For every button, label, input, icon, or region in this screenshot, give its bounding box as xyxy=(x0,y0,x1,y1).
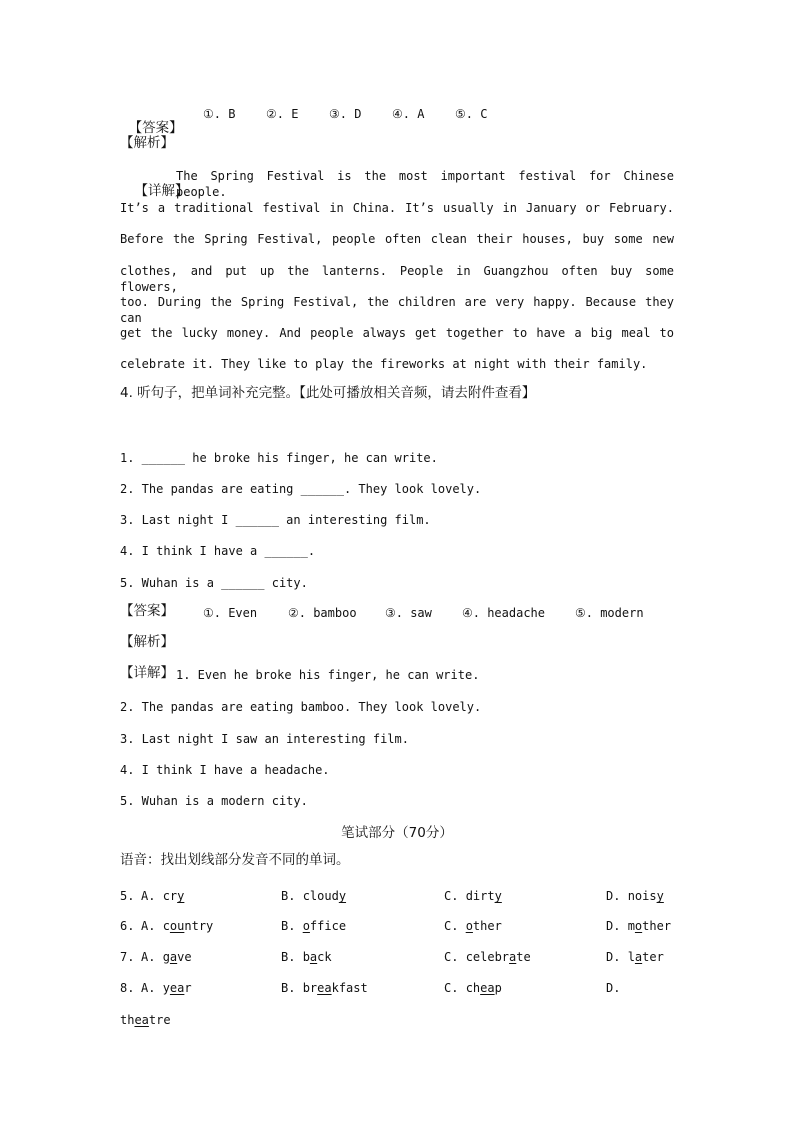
answer-1-2: ②. E xyxy=(266,107,299,121)
phonics-row-number: 6. xyxy=(120,919,135,933)
phonics-option: D. mother xyxy=(606,919,672,933)
phonics-option: A. gave xyxy=(141,950,192,964)
phonics-option: C. cheap xyxy=(444,981,502,995)
passage-line-4: clothes, and put up the lanterns. People in Guangzhou often buy some flowers, xyxy=(120,264,674,294)
question-2: 2. The pandas are eating ______. They look lovely. xyxy=(120,482,482,496)
answer-2-3: ③. saw xyxy=(385,606,432,620)
phonics-option: C. dirty xyxy=(444,889,502,903)
phonics-option: C. celebrate xyxy=(444,950,531,964)
phonics-row-number: 7. xyxy=(120,950,135,964)
phonics-option: A. year xyxy=(141,981,192,995)
phonics-option: A. country xyxy=(141,919,214,933)
analysis-tag-2: 【解析】 xyxy=(120,634,174,650)
passage-line-2: It’s a traditional festival in China. It’s usually in January or February. xyxy=(120,201,674,215)
answer-1-3: ③. D xyxy=(329,107,362,121)
instruction: 语音：找出划线部分发音不同的单词。 xyxy=(120,852,350,868)
overflow-word: theatre xyxy=(120,1013,171,1027)
detail-tag-2: 【详解】 xyxy=(120,665,174,681)
passage-line-3: Before the Spring Festival, people often clean their houses, buy some new xyxy=(120,232,674,246)
answer-2-4: ④. headache xyxy=(462,606,546,620)
analysis-tag-1: 【解析】 xyxy=(120,135,174,151)
solution-1: 1. Even he broke his finger, he can write. xyxy=(176,668,480,682)
phonics-option: D. xyxy=(606,981,628,995)
question-heading: 4. 听句子，把单词补充完整。【此处可播放相关音频，请去附件查看】 xyxy=(120,385,536,401)
question-3: 3. Last night I ______ an interesting film. xyxy=(120,513,431,527)
phonics-row-number: 8. xyxy=(120,981,135,995)
answer-1-1: ①. B xyxy=(203,107,236,121)
answer-row-1 xyxy=(120,104,183,136)
passage-line-6: get the lucky money. And people always get together to have a big meal to xyxy=(120,326,674,340)
phonics-option: A. cry xyxy=(141,889,185,903)
passage-line-5: too. During the Spring Festival, the children are very happy. Because they can xyxy=(120,295,674,325)
phonics-option: D. later xyxy=(606,950,664,964)
question-5: 5. Wuhan is a ______ city. xyxy=(120,576,308,590)
phonics-row-number: 5. xyxy=(120,889,135,903)
passage-line-1-text: The Spring Festival is the most important festival for Chinese people. xyxy=(176,169,674,199)
phonics-option: C. other xyxy=(444,919,502,933)
phonics-option: B. breakfast xyxy=(281,981,368,995)
detail-tag: 【详解】 xyxy=(134,183,189,199)
solution-5: 5. Wuhan is a modern city. xyxy=(120,794,308,808)
passage-line-7: celebrate it. They like to play the fireworks at night with their family. xyxy=(120,357,648,371)
phonics-option: B. back xyxy=(281,950,332,964)
answer-1-4: ④. A xyxy=(392,107,425,121)
phonics-option: B. cloudy xyxy=(281,889,347,903)
answer-2-2: ②. bamboo xyxy=(288,606,357,620)
answer-2-5: ⑤. modern xyxy=(575,606,644,620)
answer-2-1: ①. Even xyxy=(203,606,258,620)
solution-2: 2. The pandas are eating bamboo. They look lovely. xyxy=(120,700,482,714)
section-title: 笔试部分（70分） xyxy=(341,825,453,841)
phonics-option: D. noisy xyxy=(606,889,664,903)
answer-1-5: ⑤. C xyxy=(455,107,488,121)
answer-tag-2: 【答案】 xyxy=(120,603,174,619)
answer-tag: 【答案】 xyxy=(128,120,183,136)
solution-3: 3. Last night I saw an interesting film. xyxy=(120,732,409,746)
phonics-option: B. office xyxy=(281,919,347,933)
question-1: 1. ______ he broke his finger, he can write. xyxy=(120,451,438,465)
question-4: 4. I think I have a ______. xyxy=(120,544,316,558)
solution-4: 4. I think I have a headache. xyxy=(120,763,330,777)
